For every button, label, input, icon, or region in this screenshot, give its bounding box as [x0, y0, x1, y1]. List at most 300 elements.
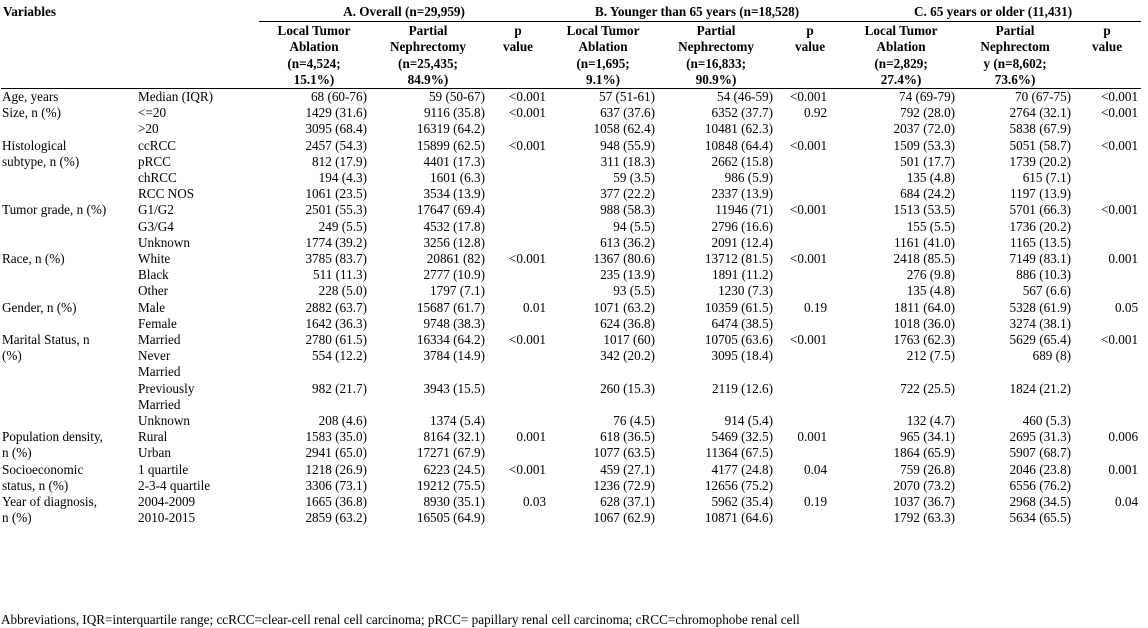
table-row — [1, 202, 1141, 218]
younger-ablation-cell — [549, 397, 657, 413]
older-p-value-cell — [1073, 170, 1141, 186]
variable-cell — [1, 283, 137, 299]
older-p-value-cell: 0.006 — [1108, 429, 1139, 445]
older-ablation-cell: 155 (5.5) — [906, 218, 956, 234]
younger-p-value-cell — [775, 121, 845, 137]
overall-p-value-cell — [487, 413, 549, 429]
overall-p-value-cell: <0.001 — [508, 332, 547, 348]
table-row — [1, 121, 1141, 137]
variables-header: Variables — [3, 4, 56, 19]
older-ablation-cell: 792 (28.0) — [900, 105, 956, 121]
older-ablation-cell: 1792 (63.3) — [893, 510, 956, 526]
younger-ablation-cell: 235 (13.9) — [600, 267, 656, 283]
older-ablation-cell: 212 (7.5) — [906, 348, 956, 364]
overall-p-value-cell: <0.001 — [508, 137, 547, 153]
overall-nephrectomy-cell: 6223 (24.5) — [423, 461, 485, 477]
overall-nephrectomy-cell: 9116 (35.8) — [423, 105, 485, 121]
table-row — [1, 105, 1141, 121]
overall-p-value-cell — [487, 121, 549, 137]
older-nephrectomy-cell: 5634 (65.5) — [1009, 510, 1072, 526]
younger-ablation-cell: 76 (4.5) — [613, 413, 656, 429]
category-cell: Median (IQR) — [138, 89, 214, 105]
younger-p-value-cell — [775, 316, 845, 332]
variable-cell: status, n (%) — [2, 477, 69, 493]
younger-nephrectomy-cell: 4177 (24.8) — [711, 461, 774, 477]
older-ablation-cell: 1864 (65.9) — [893, 445, 956, 461]
category-cell: Married — [138, 364, 181, 380]
younger-p-value-cell: 0.001 — [797, 429, 828, 445]
overall-p-value-cell — [487, 397, 549, 413]
overall-nephrectomy-cell: 3943 (15.5) — [423, 380, 485, 396]
older-p-value-cell: 0.001 — [1108, 251, 1139, 267]
variable-cell: Histological — [2, 137, 67, 153]
younger-ablation-cell: 1236 (72.9) — [593, 477, 656, 493]
younger-ablation-cell: 1367 (80.6) — [593, 251, 656, 267]
older-ablation-cell: 2037 (72.0) — [893, 121, 956, 137]
overall-p-value-cell: <0.001 — [508, 461, 547, 477]
overall-nephrectomy-cell: 17271 (67.9) — [416, 445, 485, 461]
older-p-value-cell: <0.001 — [1100, 89, 1139, 105]
older-nephrectomy-cell: 2764 (32.1) — [1009, 105, 1072, 121]
older-p-value-cell — [1073, 510, 1141, 526]
variable-cell — [1, 235, 137, 251]
overall-ablation-cell: 1665 (36.8) — [305, 494, 367, 510]
younger-ablation-cell: 624 (36.8) — [600, 315, 656, 331]
table-body — [1, 89, 1141, 527]
younger-nephrectomy-cell: 13712 (81.5) — [704, 251, 774, 267]
overall-p-value-cell — [487, 154, 549, 170]
older-nephrectomy-cell: 1739 (20.2) — [1009, 153, 1072, 169]
overall-nephrectomy-cell: 4532 (17.8) — [423, 218, 485, 234]
variable-cell — [1, 316, 137, 332]
older-ablation-cell — [845, 364, 957, 380]
group-header-row — [1, 4, 1141, 22]
older-p-value-cell — [1073, 413, 1141, 429]
overall-nephrectomy-cell: 8164 (32.1) — [423, 429, 485, 445]
category-cell: Never — [138, 348, 171, 364]
older-p-value-cell: <0.001 — [1100, 105, 1139, 121]
older-nephrectomy-cell: 1736 (20.2) — [1009, 218, 1072, 234]
younger-p-value-cell — [775, 219, 845, 235]
overall-nephrectomy-cell: 20861 (82) — [426, 251, 485, 267]
older-p-value-cell — [1073, 364, 1141, 380]
variable-cell — [1, 186, 137, 202]
older-nephrectomy-cell: 1824 (21.2) — [1009, 380, 1072, 396]
overall-nephrectomy-cell: 59 (50-67) — [428, 89, 485, 105]
older-p-value-cell — [1073, 121, 1141, 137]
ablation-header-a: Local Tumor Ablation (n=4,524; 15.1%) — [259, 22, 369, 89]
younger-nephrectomy-cell: 2119 (12.6) — [711, 380, 774, 396]
overall-p-value-cell — [487, 283, 549, 299]
overall-ablation-cell: 1218 (26.9) — [305, 461, 367, 477]
older-ablation-cell: 132 (4.7) — [906, 413, 956, 429]
category-cell: White — [138, 251, 171, 267]
overall-nephrectomy-cell: 15899 (62.5) — [416, 137, 485, 153]
overall-ablation-cell: 1429 (31.6) — [305, 105, 367, 121]
category-cell: Married — [138, 332, 181, 348]
older-p-value-cell — [1073, 445, 1141, 461]
table-row — [1, 510, 1141, 526]
table-row — [1, 429, 1141, 445]
older-nephrectomy-cell: 689 (8) — [1032, 348, 1072, 364]
p-value-header-c: p value — [1073, 22, 1141, 89]
younger-p-value-cell — [775, 235, 845, 251]
overall-ablation-cell: 249 (5.5) — [318, 218, 367, 234]
younger-p-value-cell — [775, 445, 845, 461]
older-ablation-cell: 74 (69-79) — [899, 89, 956, 105]
table-row — [1, 397, 1141, 413]
overall-p-value-cell — [487, 316, 549, 332]
ablation-header-c: Local Tumor Ablation (n=2,829; 27.4%) — [845, 22, 957, 89]
younger-nephrectomy-cell: 2796 (16.6) — [711, 218, 774, 234]
overall-ablation-cell: 2941 (65.0) — [305, 445, 367, 461]
overall-p-value-cell — [487, 202, 549, 218]
overall-p-value-cell: <0.001 — [508, 89, 547, 105]
younger-ablation-cell: 613 (36.2) — [600, 234, 656, 250]
younger-p-value-cell — [775, 478, 845, 494]
category-cell: pRCC — [138, 153, 171, 169]
overall-nephrectomy-cell: 16319 (64.2) — [416, 121, 485, 137]
younger-p-value-cell: 0.92 — [803, 105, 828, 121]
younger-ablation-cell: 377 (22.2) — [600, 186, 656, 202]
variable-cell: subtype, n (%) — [2, 153, 80, 169]
older-nephrectomy-cell: 2046 (23.8) — [1009, 461, 1072, 477]
table-row — [1, 494, 1141, 510]
overall-ablation-cell: 1061 (23.5) — [305, 186, 367, 202]
category-cell: <=20 — [138, 105, 167, 121]
overall-nephrectomy-cell: 16505 (64.9) — [416, 510, 485, 526]
overall-nephrectomy-cell: 2777 (10.9) — [423, 267, 485, 283]
older-p-value-cell — [1073, 267, 1141, 283]
older-ablation-cell: 135 (4.8) — [906, 283, 956, 299]
overall-nephrectomy-cell: 1374 (5.4) — [430, 413, 485, 429]
ablation-header-b: Local Tumor Ablation (n=1,695; 9.1%) — [549, 22, 657, 89]
overall-ablation-cell: 1774 (39.2) — [305, 234, 367, 250]
overall-nephrectomy-cell: 8930 (35.1) — [423, 494, 485, 510]
younger-nephrectomy-cell: 10481 (62.3) — [704, 121, 774, 137]
abbreviations-footnote: Abbreviations, IQR=interquartile range; ccRCC=clear-cell renal cell carcinoma; pRCC= papillary renal cell carcinoma; cRCC=chromophobe renal cell — [1, 612, 800, 627]
overall-ablation-cell: 68 (60-76) — [310, 89, 367, 105]
overall-ablation-cell: 228 (5.0) — [318, 283, 367, 299]
overall-ablation-cell: 3785 (83.7) — [305, 251, 367, 267]
older-p-value-cell: <0.001 — [1100, 332, 1139, 348]
category-cell: Other — [138, 283, 169, 299]
table-row — [1, 381, 1141, 397]
younger-p-value-cell: <0.001 — [789, 202, 828, 218]
younger-ablation-cell — [549, 364, 657, 380]
older-ablation-cell: 501 (17.7) — [900, 153, 956, 169]
older-p-value-cell: 0.001 — [1108, 461, 1139, 477]
nephrectomy-header-b: Partial Nephrectomy (n=16,833; 90.9%) — [657, 22, 775, 89]
variable-cell — [1, 413, 137, 429]
group-a-header: A. Overall (n=29,959) — [259, 4, 549, 22]
variable-cell: n (%) — [2, 510, 32, 526]
younger-nephrectomy-cell: 10848 (64.4) — [704, 137, 774, 153]
overall-nephrectomy-cell: 1797 (7.1) — [430, 283, 485, 299]
older-ablation-cell: 276 (9.8) — [906, 267, 956, 283]
variable-cell: (%) — [2, 348, 22, 364]
table-row — [1, 300, 1141, 316]
older-nephrectomy-cell: 2968 (34.5) — [1009, 494, 1072, 510]
variable-cell: Age, years — [2, 89, 59, 105]
variable-cell — [1, 381, 137, 397]
overall-p-value-cell: 0.03 — [522, 494, 547, 510]
older-nephrectomy-cell: 70 (67-75) — [1015, 89, 1072, 105]
overall-ablation-cell: 2780 (61.5) — [305, 332, 367, 348]
baseline-characteristics-table — [1, 4, 1141, 527]
younger-ablation-cell: 1071 (63.2) — [593, 299, 656, 315]
overall-nephrectomy-cell: 19212 (75.5) — [416, 477, 485, 493]
overall-p-value-cell — [487, 445, 549, 461]
overall-p-value-cell — [487, 267, 549, 283]
older-p-value-cell: <0.001 — [1100, 137, 1139, 153]
variable-cell — [1, 397, 137, 413]
variable-cell: Gender, n (%) — [2, 299, 77, 315]
category-cell: 2-3-4 quartile — [138, 477, 211, 493]
older-nephrectomy-cell: 1197 (13.9) — [1010, 186, 1072, 202]
table-row — [1, 186, 1141, 202]
older-p-value-cell — [1073, 235, 1141, 251]
older-ablation-cell: 759 (26.8) — [900, 461, 956, 477]
variable-cell: Race, n (%) — [2, 251, 65, 267]
category-cell: G1/G2 — [138, 202, 174, 218]
overall-nephrectomy-cell: 4401 (17.3) — [423, 153, 485, 169]
older-nephrectomy-cell — [957, 364, 1073, 380]
nephrectomy-header-a: Partial Nephrectomy (n=25,435; 84.9%) — [369, 22, 487, 89]
category-cell: Male — [138, 299, 166, 315]
younger-nephrectomy-cell: 54 (46-59) — [716, 89, 774, 105]
overall-ablation-cell: 511 (11.3) — [313, 267, 367, 283]
overall-nephrectomy-cell: 16334 (64.2) — [416, 332, 485, 348]
overall-p-value-cell — [487, 364, 549, 380]
category-cell: 1 quartile — [138, 461, 189, 477]
younger-ablation-cell: 1077 (63.5) — [593, 445, 656, 461]
older-ablation-cell: 1513 (53.5) — [893, 202, 956, 218]
younger-nephrectomy-cell: 3095 (18.4) — [711, 348, 774, 364]
variable-cell — [1, 267, 137, 283]
table-row — [1, 219, 1141, 235]
younger-ablation-cell: 57 (51-61) — [598, 89, 656, 105]
overall-ablation-cell: 2859 (63.2) — [305, 510, 367, 526]
older-ablation-cell: 684 (24.2) — [900, 186, 956, 202]
younger-nephrectomy-cell — [657, 364, 775, 380]
older-nephrectomy-cell: 5838 (67.9) — [1009, 121, 1072, 137]
younger-nephrectomy-cell: 10705 (63.6) — [704, 332, 774, 348]
younger-p-value-cell: 0.04 — [803, 461, 828, 477]
overall-ablation-cell: 194 (4.3) — [318, 170, 367, 186]
category-cell: Urban — [138, 445, 171, 461]
table-row — [1, 364, 1141, 380]
overall-nephrectomy-cell: 3256 (12.8) — [423, 234, 485, 250]
younger-ablation-cell: 342 (20.2) — [600, 348, 656, 364]
younger-ablation-cell: 260 (15.3) — [600, 380, 656, 396]
overall-nephrectomy-cell: 3534 (13.9) — [423, 186, 485, 202]
older-nephrectomy-cell: 2695 (31.3) — [1009, 429, 1072, 445]
table-row — [1, 478, 1141, 494]
younger-nephrectomy-cell: 6352 (37.7) — [711, 105, 774, 121]
younger-ablation-cell: 628 (37.1) — [600, 494, 656, 510]
overall-ablation-cell: 208 (4.6) — [318, 413, 367, 429]
older-p-value-cell — [1073, 154, 1141, 170]
overall-ablation-cell: 2882 (63.7) — [305, 299, 367, 315]
overall-ablation-cell: 3306 (73.1) — [305, 477, 367, 493]
older-p-value-cell — [1073, 186, 1141, 202]
older-p-value-cell — [1073, 219, 1141, 235]
variable-cell: Marital Status, n — [2, 332, 90, 348]
younger-nephrectomy-cell: 914 (5.4) — [724, 413, 774, 429]
younger-nephrectomy-cell: 5962 (35.4) — [711, 494, 774, 510]
variable-cell: Tumor grade, n (%) — [2, 202, 107, 218]
table-row — [1, 267, 1141, 283]
younger-nephrectomy-cell: 1891 (11.2) — [711, 267, 774, 283]
older-ablation-cell: 135 (4.8) — [906, 170, 956, 186]
overall-ablation-cell: 1583 (35.0) — [305, 429, 367, 445]
overall-ablation-cell: 3095 (68.4) — [305, 121, 367, 137]
table-row — [1, 316, 1141, 332]
overall-p-value-cell — [487, 235, 549, 251]
overall-p-value-cell: 0.01 — [522, 299, 547, 315]
table-row — [1, 138, 1141, 154]
younger-p-value-cell — [775, 413, 845, 429]
category-cell: 2004-2009 — [138, 494, 196, 510]
older-p-value-cell — [1073, 348, 1141, 364]
younger-nephrectomy-cell: 1230 (7.3) — [718, 283, 774, 299]
older-p-value-cell — [1073, 478, 1141, 494]
table-row — [1, 445, 1141, 461]
older-nephrectomy-cell: 1165 (13.5) — [1010, 234, 1072, 250]
older-ablation-cell — [845, 397, 957, 413]
nephrectomy-header-c: Partial Nephrectom y (n=8,602; 73.6%) — [957, 22, 1073, 89]
variable-cell — [1, 364, 137, 380]
overall-nephrectomy-cell: 9748 (38.3) — [423, 315, 485, 331]
older-p-value-cell: 0.05 — [1115, 299, 1139, 315]
variable-cell: Population density, — [2, 429, 103, 445]
younger-nephrectomy-cell: 2662 (15.8) — [711, 153, 774, 169]
overall-nephrectomy-cell — [369, 364, 487, 380]
younger-ablation-cell: 93 (5.5) — [613, 283, 656, 299]
younger-nephrectomy-cell: 986 (5.9) — [724, 170, 774, 186]
younger-ablation-cell: 59 (3.5) — [613, 170, 656, 186]
younger-p-value-cell: <0.001 — [789, 251, 828, 267]
overall-p-value-cell: <0.001 — [508, 105, 547, 121]
younger-ablation-cell: 311 (18.3) — [600, 153, 656, 169]
younger-p-value-cell — [775, 154, 845, 170]
blank-header-cell — [1, 22, 259, 89]
younger-ablation-cell: 459 (27.1) — [600, 461, 656, 477]
younger-p-value-cell — [775, 170, 845, 186]
overall-p-value-cell — [487, 186, 549, 202]
table-row — [1, 89, 1141, 106]
younger-nephrectomy-cell — [657, 397, 775, 413]
overall-ablation-cell: 2457 (54.3) — [305, 137, 367, 153]
overall-ablation-cell — [259, 364, 369, 380]
overall-p-value-cell — [487, 219, 549, 235]
older-nephrectomy-cell: 460 (5.3) — [1022, 413, 1072, 429]
younger-nephrectomy-cell: 11364 (67.5) — [705, 445, 774, 461]
younger-nephrectomy-cell: 2337 (13.9) — [711, 186, 774, 202]
overall-p-value-cell — [487, 381, 549, 397]
overall-p-value-cell — [487, 478, 549, 494]
younger-nephrectomy-cell: 5469 (32.5) — [711, 429, 774, 445]
overall-p-value-cell — [487, 510, 549, 526]
older-ablation-cell: 2070 (73.2) — [893, 477, 956, 493]
overall-ablation-cell: 1642 (36.3) — [305, 315, 367, 331]
older-p-value-cell — [1073, 381, 1141, 397]
older-ablation-cell: 722 (25.5) — [900, 380, 956, 396]
younger-p-value-cell: 0.19 — [803, 494, 828, 510]
table-row — [1, 283, 1141, 299]
older-ablation-cell: 1037 (36.7) — [893, 494, 956, 510]
category-cell: 2010-2015 — [138, 510, 196, 526]
younger-ablation-cell: 1067 (62.9) — [593, 510, 656, 526]
variable-cell: Size, n (%) — [2, 105, 61, 121]
younger-nephrectomy-cell: 11946 (71) — [715, 202, 774, 218]
overall-p-value-cell — [487, 348, 549, 364]
category-cell: Unknown — [138, 413, 191, 429]
overall-nephrectomy-cell: 1601 (6.3) — [430, 170, 485, 186]
older-p-value-cell — [1073, 316, 1141, 332]
older-nephrectomy-cell — [957, 397, 1073, 413]
category-cell: Black — [138, 267, 169, 283]
table-row — [1, 332, 1141, 348]
category-cell: chRCC — [138, 170, 177, 186]
category-cell: G3/G4 — [138, 218, 174, 234]
older-p-value-cell: 0.04 — [1115, 494, 1139, 510]
younger-ablation-cell: 618 (36.5) — [600, 429, 656, 445]
p-value-header-b: p value — [775, 22, 845, 89]
younger-p-value-cell — [775, 267, 845, 283]
overall-p-value-cell: 0.001 — [516, 429, 547, 445]
table-row — [1, 235, 1141, 251]
older-nephrectomy-cell: 5701 (66.3) — [1009, 202, 1072, 218]
younger-p-value-cell: 0.19 — [803, 299, 828, 315]
younger-p-value-cell: <0.001 — [789, 137, 828, 153]
group-b-header: B. Younger than 65 years (n=18,528) — [549, 4, 845, 22]
overall-ablation-cell: 2501 (55.3) — [305, 202, 367, 218]
category-cell: Female — [138, 315, 177, 331]
younger-p-value-cell — [775, 397, 845, 413]
category-cell: ccRCC — [138, 137, 177, 153]
younger-nephrectomy-cell: 2091 (12.4) — [711, 234, 774, 250]
category-cell: Married — [138, 396, 181, 412]
older-ablation-cell: 1018 (36.0) — [893, 315, 956, 331]
older-nephrectomy-cell: 5051 (58.7) — [1009, 137, 1072, 153]
overall-nephrectomy-cell: 15687 (61.7) — [416, 299, 485, 315]
younger-nephrectomy-cell: 10871 (64.6) — [704, 510, 774, 526]
overall-p-value-cell — [487, 170, 549, 186]
overall-ablation-cell: 982 (21.7) — [312, 380, 367, 396]
younger-ablation-cell: 1017 (60) — [603, 332, 656, 348]
younger-p-value-cell — [775, 381, 845, 397]
group-c-header: C. 65 years or older (11,431) — [845, 4, 1141, 22]
category-cell: Unknown — [138, 234, 191, 250]
older-nephrectomy-cell: 5328 (61.9) — [1009, 299, 1072, 315]
category-cell: Rural — [138, 429, 168, 445]
table-row — [1, 251, 1141, 267]
table-row — [1, 462, 1141, 478]
overall-p-value-cell: <0.001 — [508, 251, 547, 267]
variable-cell — [1, 219, 137, 235]
younger-p-value-cell: <0.001 — [789, 89, 828, 105]
younger-p-value-cell — [775, 186, 845, 202]
younger-p-value-cell — [775, 364, 845, 380]
older-p-value-cell — [1073, 283, 1141, 299]
younger-p-value-cell — [775, 283, 845, 299]
younger-p-value-cell — [775, 510, 845, 526]
older-ablation-cell: 1161 (41.0) — [894, 234, 956, 250]
overall-ablation-cell: 812 (17.9) — [312, 153, 367, 169]
older-ablation-cell: 1763 (62.3) — [893, 332, 956, 348]
